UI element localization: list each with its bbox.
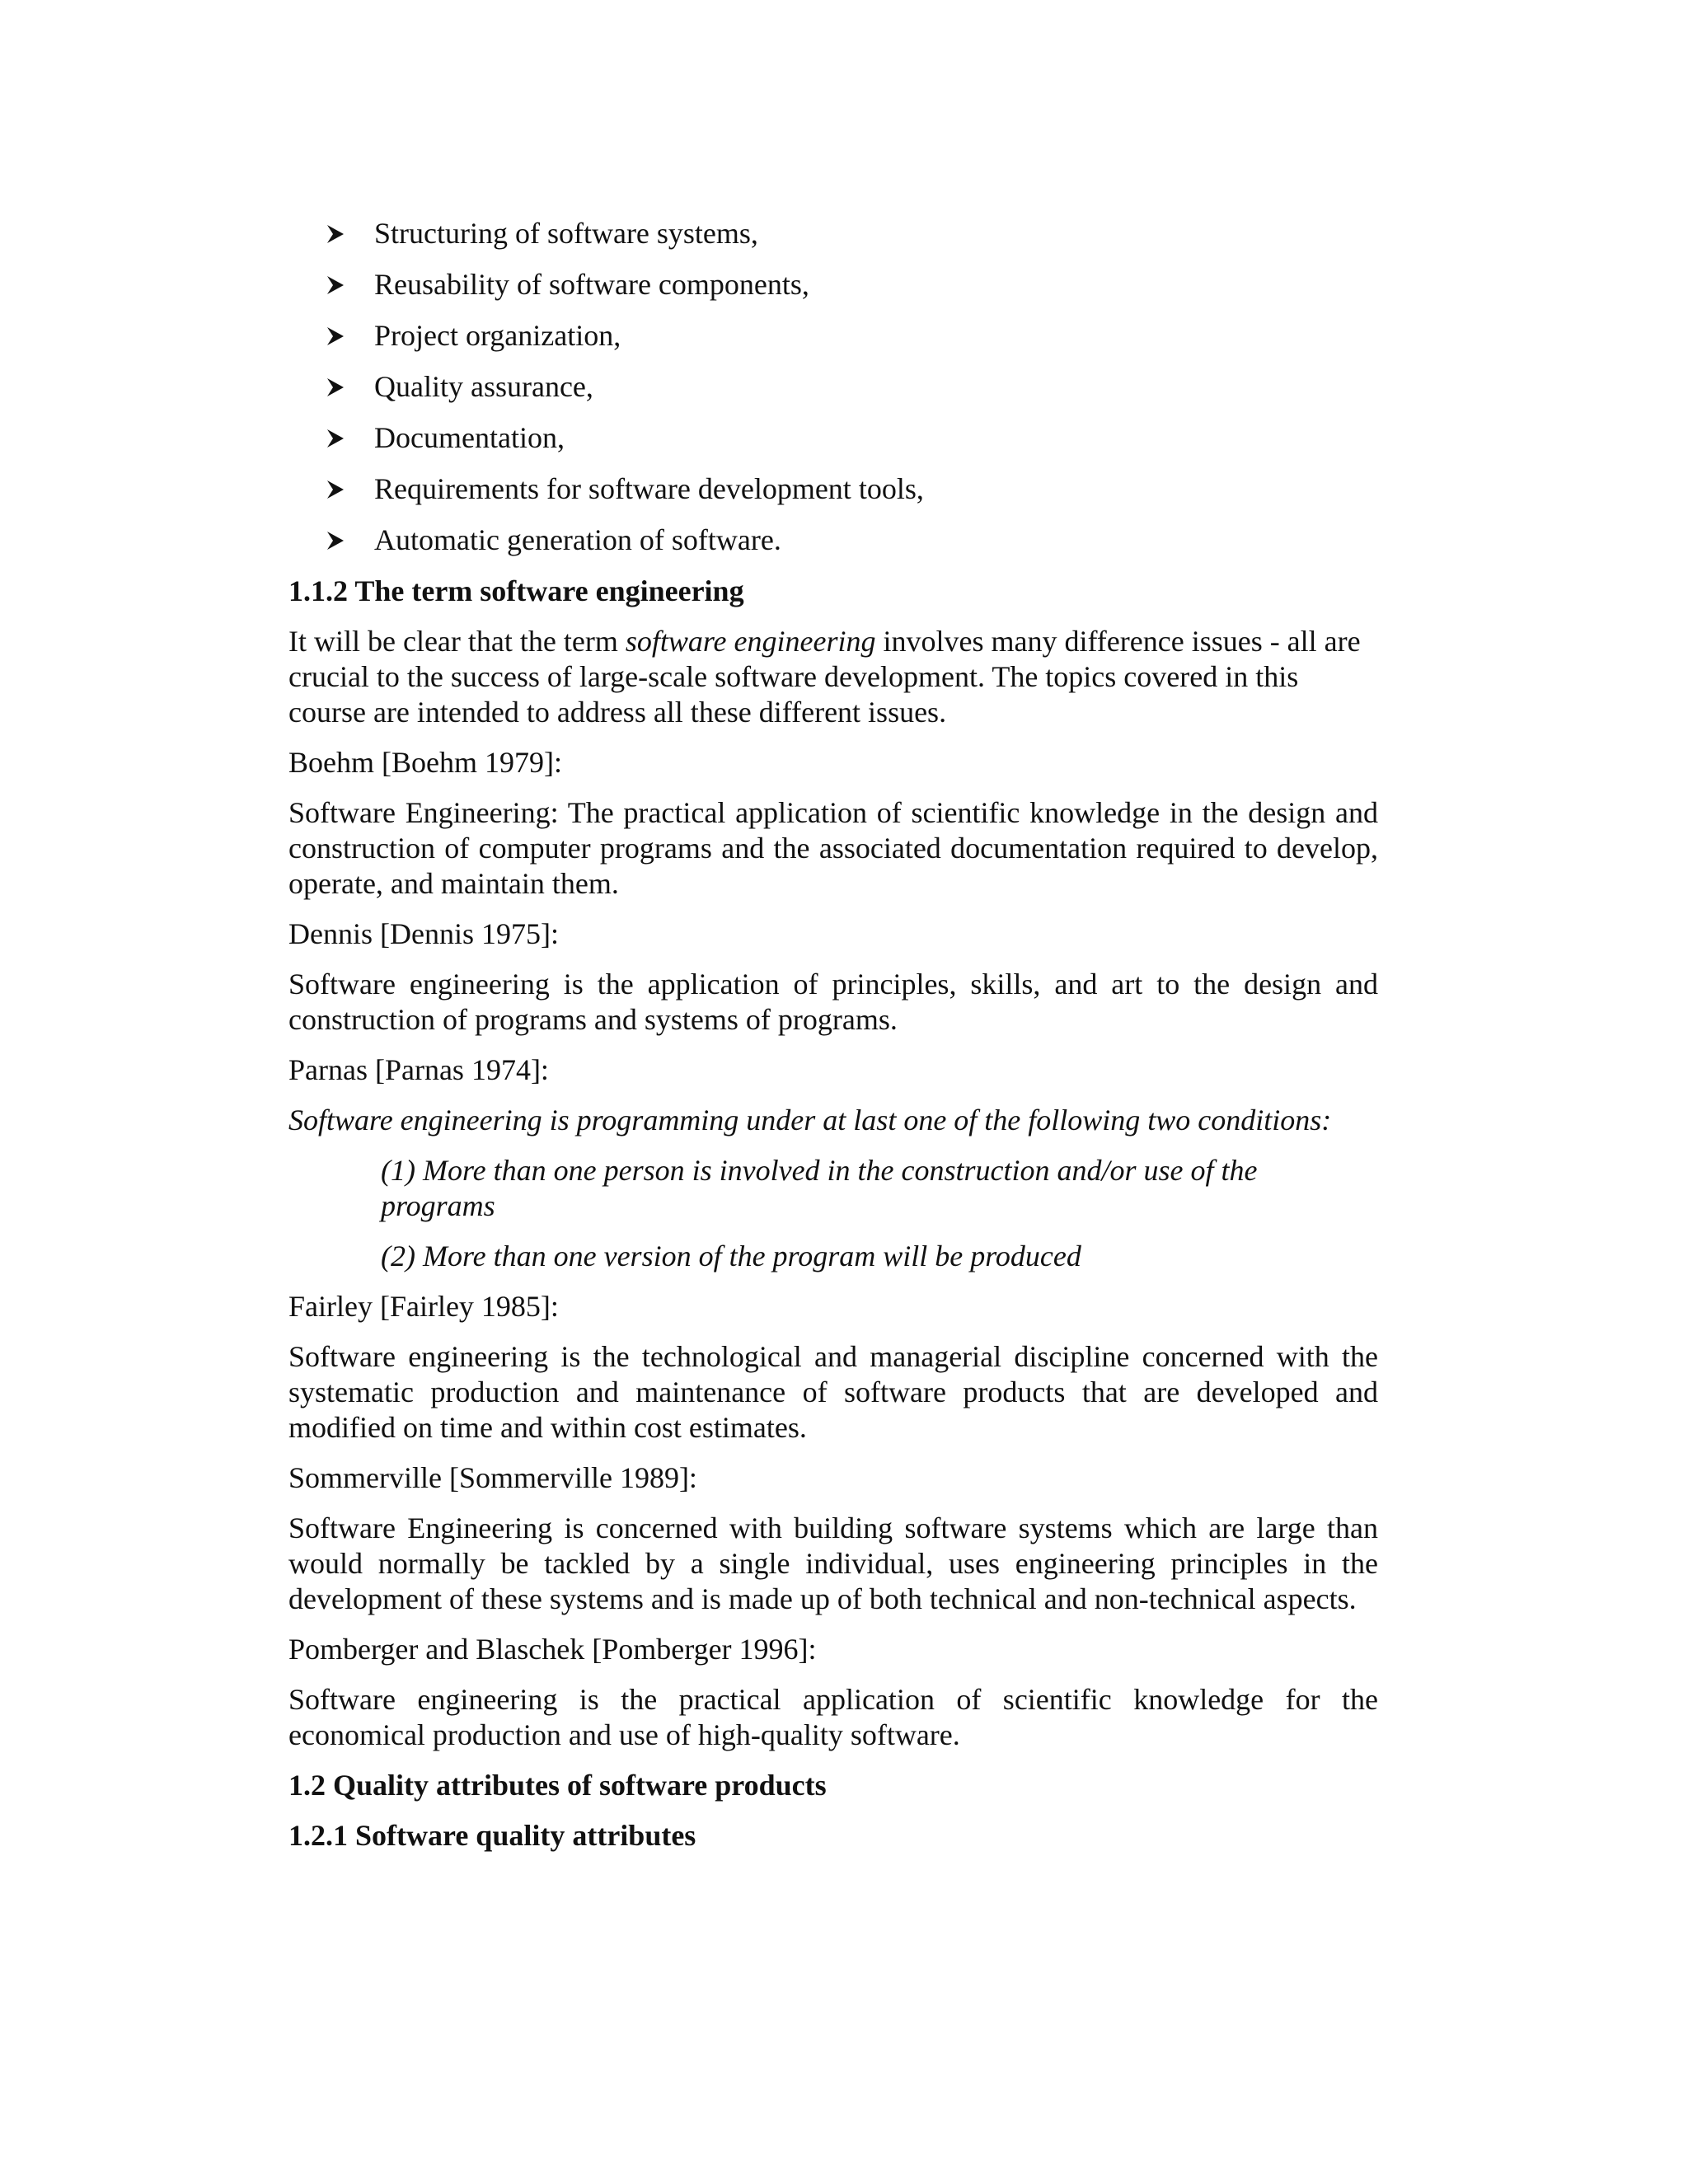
arrowhead-bullet-icon (326, 523, 374, 558)
pomberger-definition: Software engineering is the practical application of scientific knowledge for the economical production and use of high-quality software. (288, 1683, 1378, 1751)
document-page (288, 216, 1378, 1868)
list-item (326, 318, 1378, 354)
list-item (326, 369, 1378, 405)
list-item-text: Automatic generation of software. (374, 523, 781, 556)
list-item (326, 267, 1378, 302)
parnas-condition-2: (2) More than one version of the program will be produced (381, 1240, 1081, 1272)
list-item-text: Structuring of software systems, (374, 217, 758, 250)
sommerville-definition: Software Engineering is concerned with building software systems which are large than would normally be tackled by a single individual, uses engineering principles in the development of these systems and is made up of both technical and non-technical aspects. (288, 1511, 1378, 1615)
arrowhead-bullet-icon (326, 369, 374, 405)
fairley-definition: Software engineering is the technological and managerial discipline concerned with the systematic production and maintenance of software products that are developed and modified on time and within cost estimates. (288, 1340, 1378, 1444)
arrowhead-bullet-icon (326, 318, 374, 354)
list-item-text: Reusability of software components, (374, 268, 809, 301)
boehm-reference: Boehm [Boehm 1979]: (288, 746, 562, 779)
parnas-reference: Parnas [Parnas 1974]: (288, 1053, 549, 1086)
parnas-condition-1: (1) More than one person is involved in the construction and/or use of the programs (381, 1154, 1258, 1222)
list-item-text: Project organization, (374, 319, 621, 352)
section-heading-1-1-2: 1.1.2 The term software engineering (288, 574, 744, 607)
list-item (326, 216, 1378, 251)
pomberger-reference: Pomberger and Blaschek [Pomberger 1996]: (288, 1633, 817, 1666)
dennis-reference: Dennis [Dennis 1975]: (288, 917, 559, 950)
parnas-definition: Software engineering is programming under at last one of the following two conditions: (288, 1104, 1332, 1137)
arrowhead-bullet-icon (326, 420, 374, 456)
list-item-text: Documentation, (374, 421, 565, 454)
list-item-text: Quality assurance, (374, 370, 593, 403)
intro-paragraph (288, 624, 1378, 730)
arrowhead-bullet-icon (326, 216, 374, 251)
topic-bullet-list (288, 216, 1378, 558)
intro-text-after: involves many difference issues - all are crucial to the success of large-scale software development. The topics covered in this course are intended to address all these different issues. (288, 625, 1361, 729)
boehm-definition: Software Engineering: The practical application of scientific knowledge in the design and construction of computer programs and the associated documentation required to develop, operate, and maintain them. (288, 796, 1378, 900)
arrowhead-bullet-icon (326, 471, 374, 507)
intro-text-before: It will be clear that the term (288, 625, 626, 658)
arrowhead-bullet-icon (326, 267, 374, 302)
sommerville-reference: Sommerville [Sommerville 1989]: (288, 1461, 697, 1494)
fairley-reference: Fairley [Fairley 1985]: (288, 1290, 559, 1323)
list-item (326, 523, 1378, 558)
section-heading-1-2-1: 1.2.1 Software quality attributes (288, 1819, 696, 1852)
section-heading-1-2: 1.2 Quality attributes of software products (288, 1769, 827, 1802)
list-item-text: Requirements for software development tools, (374, 472, 924, 505)
list-item (326, 471, 1378, 507)
list-item (326, 420, 1378, 456)
intro-term-italic: software engineering (625, 625, 876, 658)
dennis-definition: Software engineering is the application of principles, skills, and art to the design and construction of programs and systems of programs. (288, 968, 1378, 1036)
